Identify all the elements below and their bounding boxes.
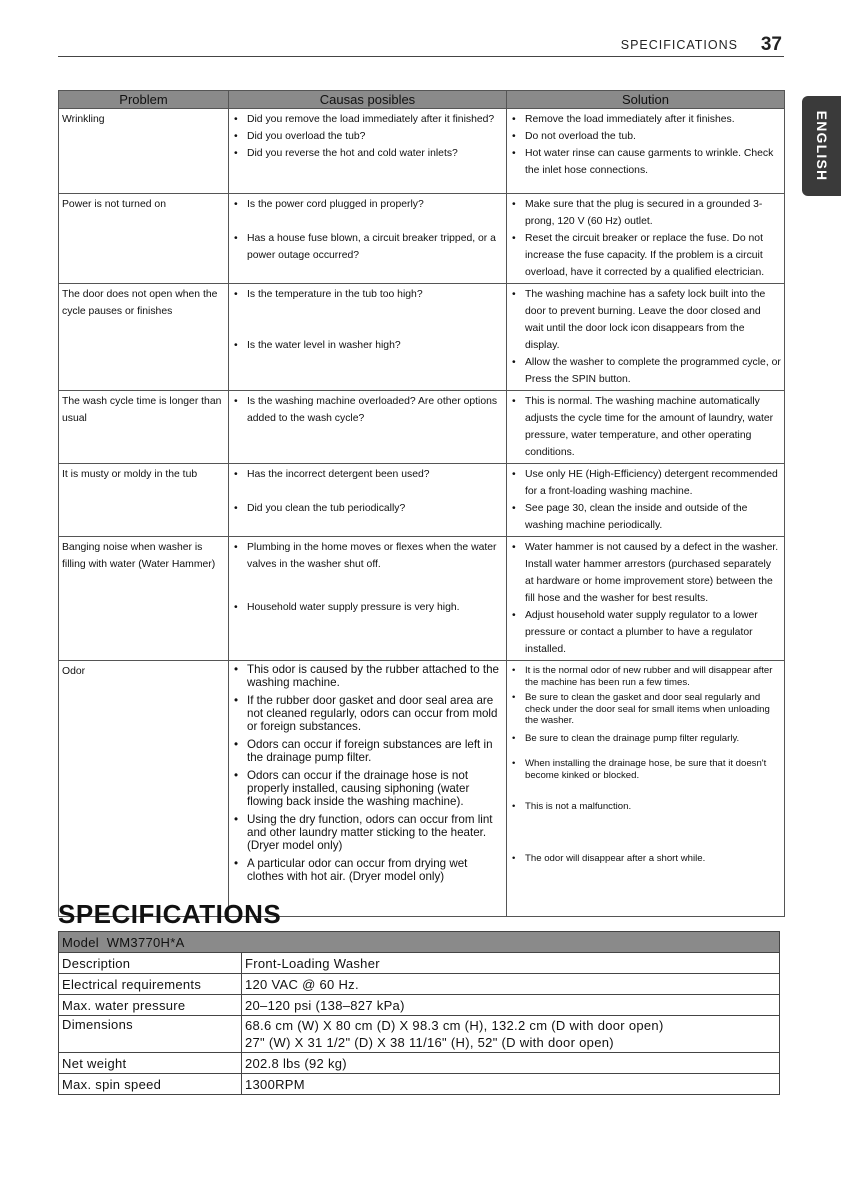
cause-item: • Odors can occur if foreign substances are left in the drainage pump filter. bbox=[232, 738, 503, 764]
solution-item: • Adjust household water supply regulator to a lower pressure or contact a plumber to have a regulator installed. bbox=[510, 607, 781, 658]
spec-label: Electrical requirements bbox=[59, 974, 242, 995]
header-solution: Solution bbox=[507, 91, 785, 109]
causes-cell bbox=[229, 661, 507, 917]
table-row bbox=[59, 391, 785, 464]
causes-cell bbox=[229, 194, 507, 284]
spec-value bbox=[242, 1016, 780, 1053]
table-row bbox=[59, 194, 785, 284]
header-causes: Causas posibles bbox=[229, 91, 507, 109]
table-header-row bbox=[59, 91, 785, 109]
spec-value: 202.8 lbs (92 kg) bbox=[242, 1053, 780, 1074]
cause-item: • Plumbing in the home moves or flexes when the water valves in the washer shut off. bbox=[232, 539, 503, 573]
model-row bbox=[59, 932, 780, 953]
spec-label: Description bbox=[59, 953, 242, 974]
solution-item: • The washing machine has a safety lock built into the door to prevent burning. Leave the door closed and wait until the door lock icon disappears from the display. bbox=[510, 286, 781, 354]
cause-item: • Did you overload the tub? bbox=[232, 128, 503, 145]
header-problem: Problem bbox=[59, 91, 229, 109]
spec-row bbox=[59, 1074, 780, 1095]
cause-item: • Did you reverse the hot and cold water inlets? bbox=[232, 145, 503, 162]
solution-cell bbox=[507, 464, 785, 537]
solution-item: • Be sure to clean the drainage pump filter regularly. bbox=[510, 733, 781, 745]
problem-cell: Wrinkling bbox=[59, 109, 229, 194]
table-row bbox=[59, 464, 785, 537]
solution-cell bbox=[507, 284, 785, 391]
language-tab[interactable] bbox=[802, 96, 841, 196]
cause-item: • This odor is caused by the rubber attached to the washing machine. bbox=[232, 663, 503, 689]
causes-cell bbox=[229, 537, 507, 661]
solution-cell bbox=[507, 109, 785, 194]
solution-item: • It is the normal odor of new rubber and will disappear after the machine has been run a few times. bbox=[510, 665, 781, 688]
cause-item: • Did you clean the tub periodically? bbox=[232, 500, 503, 517]
section-title: SPECIFICATIONS bbox=[620, 38, 738, 52]
cause-item: • If the rubber door gasket and door seal area are not cleaned regularly, odors can occur from mold or foreign substances. bbox=[232, 694, 503, 733]
troubleshooting-table bbox=[58, 90, 785, 917]
causes-cell bbox=[229, 109, 507, 194]
spec-label: Net weight bbox=[59, 1053, 242, 1074]
solution-item: • The odor will disappear after a short while. bbox=[510, 853, 781, 865]
solution-item: • Use only HE (High-Efficiency) detergent recommended for a front-loading washing machine. bbox=[510, 466, 781, 500]
spec-row bbox=[59, 1016, 780, 1053]
cause-item: • Is the temperature in the tub too high? bbox=[232, 286, 503, 303]
spec-value: 120 VAC @ 60 Hz. bbox=[242, 974, 780, 995]
spec-label: Max. water pressure bbox=[59, 995, 242, 1016]
solution-item: • See page 30, clean the inside and outside of the washing machine periodically. bbox=[510, 500, 781, 534]
table-row bbox=[59, 109, 785, 194]
solution-item: • This is not a malfunction. bbox=[510, 801, 781, 813]
problem-cell: The door does not open when the cycle pauses or finishes bbox=[59, 284, 229, 391]
problem-cell: The wash cycle time is longer than usual bbox=[59, 391, 229, 464]
solution-item: • Be sure to clean the gasket and door seal regularly and check under the door seal for small items when unloading the washer. bbox=[510, 692, 781, 727]
dimensions-metric: 68.6 cm (W) X 80 cm (D) X 98.3 cm (H), 132.2 cm (D with door open) bbox=[245, 1018, 664, 1033]
problem-cell: Banging noise when washer is filling with water (Water Hammer) bbox=[59, 537, 229, 661]
specifications-table bbox=[58, 931, 780, 1095]
spec-value: Front-Loading Washer bbox=[242, 953, 780, 974]
table-row bbox=[59, 537, 785, 661]
spec-row bbox=[59, 1053, 780, 1074]
spec-label: Max. spin speed bbox=[59, 1074, 242, 1095]
solution-item: • Remove the load immediately after it finishes. bbox=[510, 111, 781, 128]
cause-item: • Using the dry function, odors can occur from lint and other laundry matter sticking to the heater. (Dryer model only) bbox=[232, 813, 503, 852]
spec-row bbox=[59, 974, 780, 995]
cause-item: • Did you remove the load immediately after it finished? bbox=[232, 111, 503, 128]
cause-item: • Has a house fuse blown, a circuit breaker tripped, or a power outage occurred? bbox=[232, 230, 503, 264]
causes-cell bbox=[229, 464, 507, 537]
problem-cell: It is musty or moldy in the tub bbox=[59, 464, 229, 537]
cause-item: • Is the washing machine overloaded? Are other options added to the wash cycle? bbox=[232, 393, 503, 427]
spec-value: 1300RPM bbox=[242, 1074, 780, 1095]
language-tab-label: ENGLISH bbox=[813, 110, 830, 182]
solution-cell bbox=[507, 194, 785, 284]
cause-item: • Has the incorrect detergent been used? bbox=[232, 466, 503, 483]
solution-cell bbox=[507, 391, 785, 464]
solution-cell bbox=[507, 537, 785, 661]
problem-cell: Power is not turned on bbox=[59, 194, 229, 284]
page-number: 37 bbox=[760, 34, 782, 55]
cause-item: • Is the power cord plugged in properly? bbox=[232, 196, 503, 213]
specifications-heading: SPECIFICATIONS bbox=[58, 899, 282, 929]
dimensions-imperial: 27" (W) X 31 1/2" (D) X 38 11/16" (H), 52" (D with door open) bbox=[245, 1035, 614, 1050]
solution-item: • This is normal. The washing machine automatically adjusts the cycle time for the amount of laundry, water pressure, water temperature, and other operating conditions. bbox=[510, 393, 781, 461]
solution-item: • Make sure that the plug is secured in a grounded 3-prong, 120 V (60 Hz) outlet. bbox=[510, 196, 781, 230]
page-header bbox=[58, 30, 784, 57]
solution-item: • Reset the circuit breaker or replace the fuse. Do not increase the fuse capacity. If the problem is a circuit overload, have it corrected by a qualified electrician. bbox=[510, 230, 781, 281]
table-row bbox=[59, 284, 785, 391]
table-row bbox=[59, 661, 785, 917]
solution-cell bbox=[507, 661, 785, 917]
solution-item: • When installing the drainage hose, be sure that it doesn't become kinked or blocked. bbox=[510, 758, 781, 781]
cause-item: • Is the water level in washer high? bbox=[232, 337, 503, 354]
solution-item: • Do not overload the tub. bbox=[510, 128, 781, 145]
solution-item: • Allow the washer to complete the programmed cycle, or Press the SPIN button. bbox=[510, 354, 781, 388]
solution-item: • Water hammer is not caused by a defect in the washer. Install water hammer arrestors (purchased separately at hardware or home improvement store) between the fill hose and the washer for best results. bbox=[510, 539, 781, 607]
causes-cell bbox=[229, 391, 507, 464]
model-label: Model WM3770H*A bbox=[59, 932, 780, 953]
cause-item: • Odors can occur if the drainage hose is not properly installed, causing siphoning (water flowing back inside the washing machine). bbox=[232, 769, 503, 808]
spec-row bbox=[59, 953, 780, 974]
spec-label: Dimensions bbox=[59, 1016, 242, 1053]
spec-value: 20–120 psi (138–827 kPa) bbox=[242, 995, 780, 1016]
problem-cell: Odor bbox=[59, 661, 229, 917]
cause-item: • Household water supply pressure is very high. bbox=[232, 599, 503, 616]
causes-cell bbox=[229, 284, 507, 391]
spec-row bbox=[59, 995, 780, 1016]
cause-item: • A particular odor can occur from drying wet clothes with hot air. (Dryer model only) bbox=[232, 857, 503, 883]
solution-item: • Hot water rinse can cause garments to wrinkle. Check the inlet hose connections. bbox=[510, 145, 781, 179]
